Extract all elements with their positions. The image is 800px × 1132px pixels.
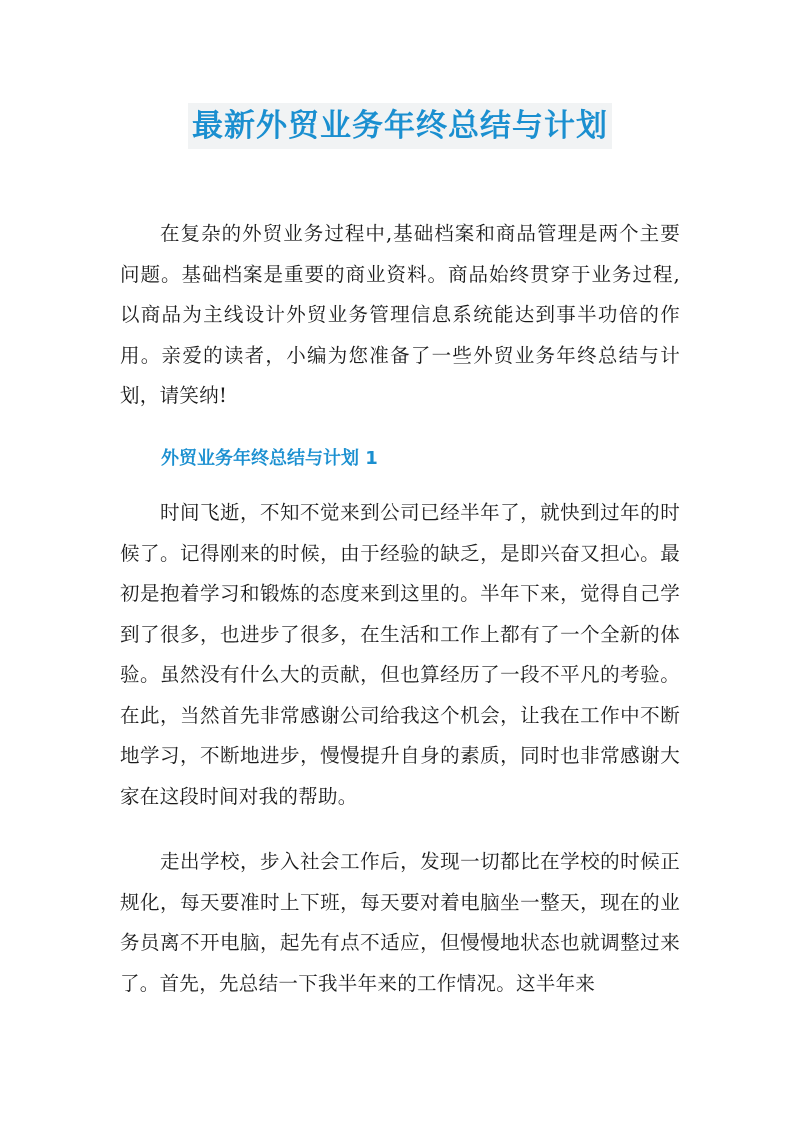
section-paragraph: 走出学校，步入社会工作后，发现一切都比在学校的时候正规化，每天要准时上下班，每天要对着电脑坐一整天，现在的业务员离不开电脑，起先有点不适应，但慢慢地状态也就调整过来了。首先，先总结一下我半年来的工作情况。这半年来: [120, 850, 680, 995]
section-heading: 外贸业务年终总结与计划 1: [161, 448, 378, 469]
section-paragraph: 时间飞逝，不知不觉来到公司已经半年了，就快到过年的时候了。记得刚来的时候，由于经验的缺乏，是即兴奋又担心。最初是抱着学习和锻炼的态度来到这里的。半年下来，觉得自己学到了很多，也进步了很多，在生活和工作上都有了一个全新的体验。虽然没有什么大的贡献，但也算经历了一段不平凡的考验。在此，当然首先非常感谢公司给我这个机会，让我在工作中不断地学习，不断地进步，慢慢提升自身的素质，同时也非常感谢大家在这段时间对我的帮助。: [120, 501, 680, 808]
section-paragraph-block-1: [120, 493, 680, 817]
intro-block: [120, 214, 680, 417]
section-paragraph-block-2: [120, 842, 680, 1004]
intro-paragraph: 在复杂的外贸业务过程中,基础档案和商品管理是两个主要问题。基础档案是重要的商业资料。商品始终贯穿于业务过程,以商品为主线设计外贸业务管理信息系统能达到事半功倍的作用。亲爱的读者，小编为您准备了一些外贸业务年终总结与计划，请笑纳!: [120, 222, 680, 407]
document-title: 最新外贸业务年终总结与计划: [188, 103, 612, 149]
title-container: [0, 103, 800, 149]
